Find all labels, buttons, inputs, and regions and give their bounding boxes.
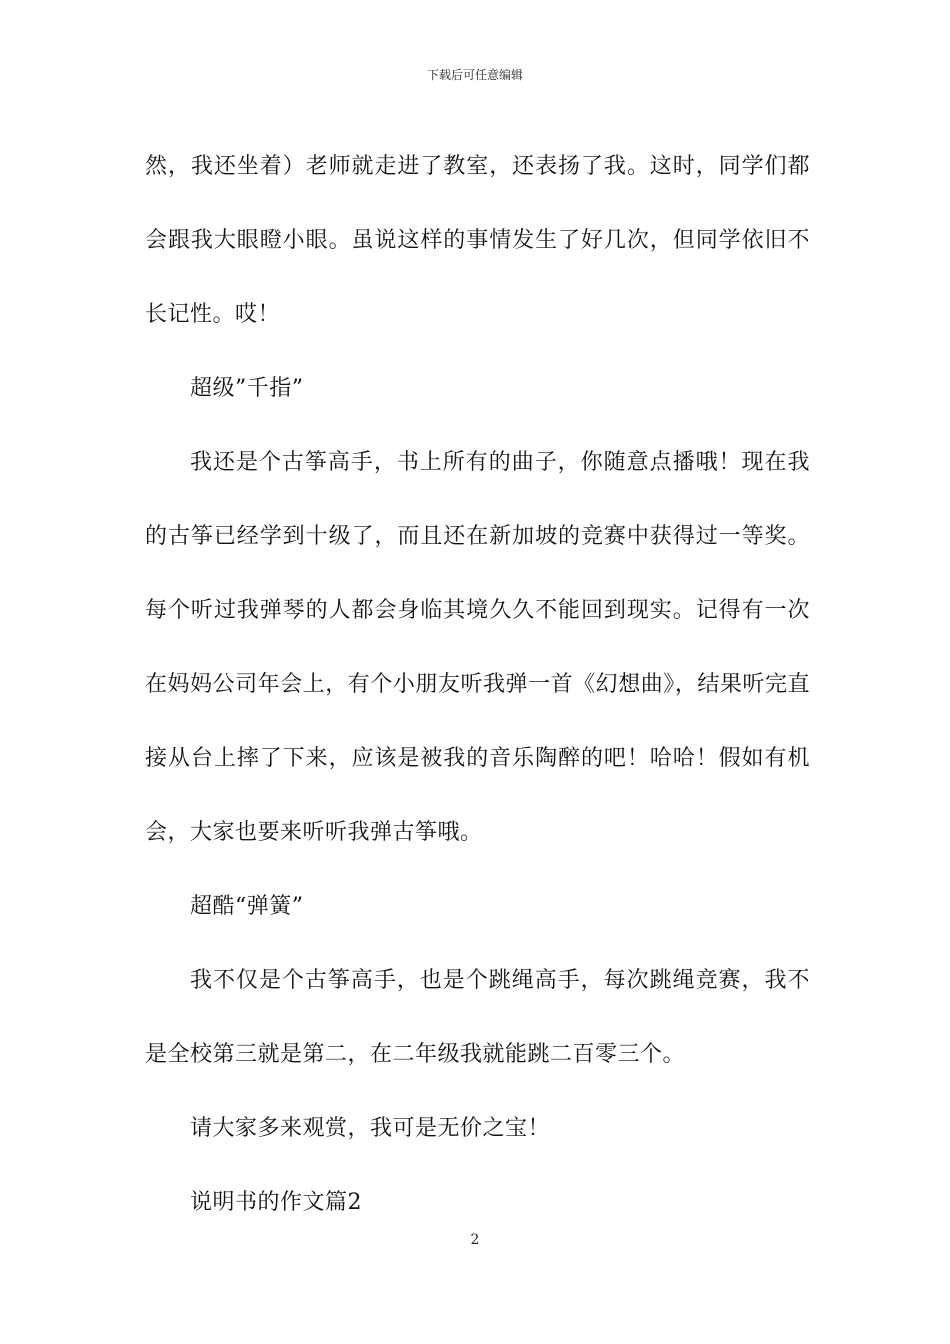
page-number: 2 [470, 1232, 480, 1248]
page-header: 下载后可任意编辑 [426, 68, 523, 82]
paragraph-jump-rope: 我不仅是个古筝高手，也是个跳绳高手，每次跳绳竞赛，我不是全校第三就是第二，在二年级我就能跳二百零三个。 [145, 968, 810, 1067]
section-heading-super-fingers: 超级”千指” [190, 376, 304, 401]
document-body [145, 130, 810, 1240]
paragraph-guzheng: 我还是个古筝高手，书上所有的曲子，你随意点播哦！现在我的古筝已经学到十级了，而且还在新加坡的竞赛中获得过一等奖。每个听过我弹琴的人都会身临其境久久不能回到现实。记得有一次在妈妈公司年会上，有个小朋友听我弹一首《幻想曲》，结果听完直接从台上摔了下来，应该是被我的音乐陶醉的吧！哈哈！假如有机会，大家也要来听听我弹古筝哦。 [145, 450, 810, 845]
essay-title-2: 说明书的作文篇2 [190, 1190, 362, 1215]
section-heading-super-spring: 超酷“弹簧” [190, 894, 304, 919]
paragraph-continuation: 然，我还坐着）老师就走进了教室，还表扬了我。这时，同学们都会跟我大眼瞪小眼。虽说这样的事情发生了好几次，但同学依旧不长记性。哎！ [145, 154, 810, 327]
paragraph-closing: 请大家多来观赏，我可是无价之宝！ [190, 1116, 551, 1141]
